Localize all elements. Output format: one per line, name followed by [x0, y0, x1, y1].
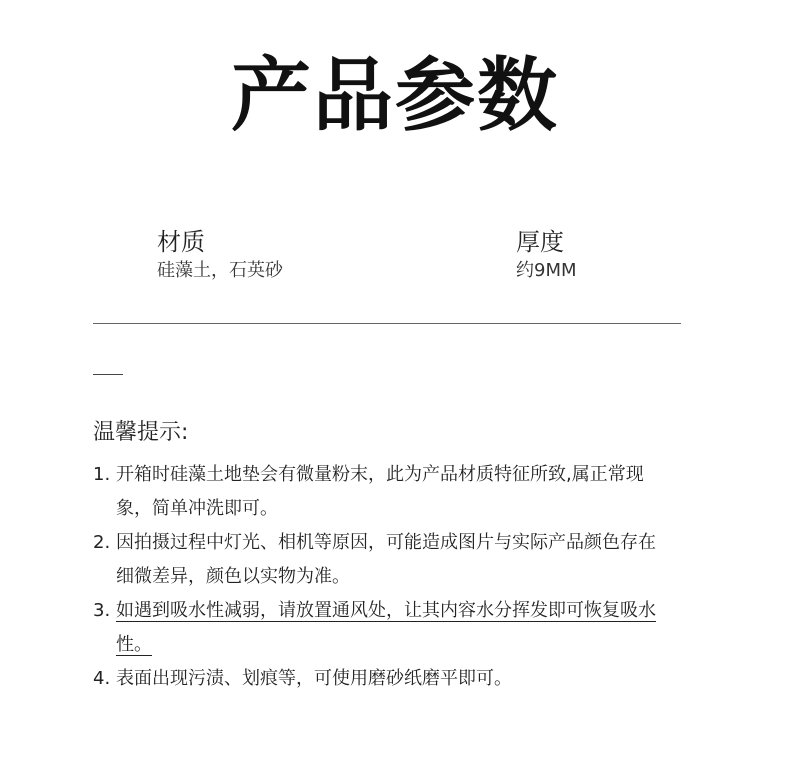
thickness-param	[516, 226, 577, 284]
tip-item	[93, 526, 693, 594]
tips-heading: 温馨提示:	[93, 420, 189, 445]
tip-number: 2.	[93, 532, 111, 553]
short-divider	[93, 374, 123, 375]
tip-number: 3.	[93, 600, 111, 621]
tip-number: 1.	[93, 464, 111, 485]
section-divider	[93, 323, 681, 324]
tip-text: 表面出现污渍、划痕等，可使用磨砂纸磨平即可。	[116, 668, 512, 689]
tip-item	[93, 458, 693, 526]
tip-item	[93, 662, 693, 696]
page-title: 产品参数	[231, 49, 559, 142]
tip-number: 4.	[93, 668, 111, 689]
material-label: 材质	[157, 228, 205, 256]
tip-text: 开箱时硅藻土地垫会有微量粉末，此为产品材质特征所致,属正常现象，简单冲洗即可。	[116, 464, 644, 519]
tip-text: 如遇到吸水性减弱，请放置通风处，让其内容水分挥发即可恢复吸水性。	[116, 600, 656, 655]
material-param	[157, 226, 283, 284]
tips-list	[93, 458, 693, 696]
thickness-label: 厚度	[516, 228, 564, 256]
material-value: 硅藻土，石英砂	[157, 260, 283, 281]
thickness-value: 约9MM	[516, 260, 577, 281]
tip-text: 因拍摄过程中灯光、相机等原因，可能造成图片与实际产品颜色存在细微差异，颜色以实物为准。	[116, 532, 656, 587]
tip-item	[93, 594, 693, 662]
